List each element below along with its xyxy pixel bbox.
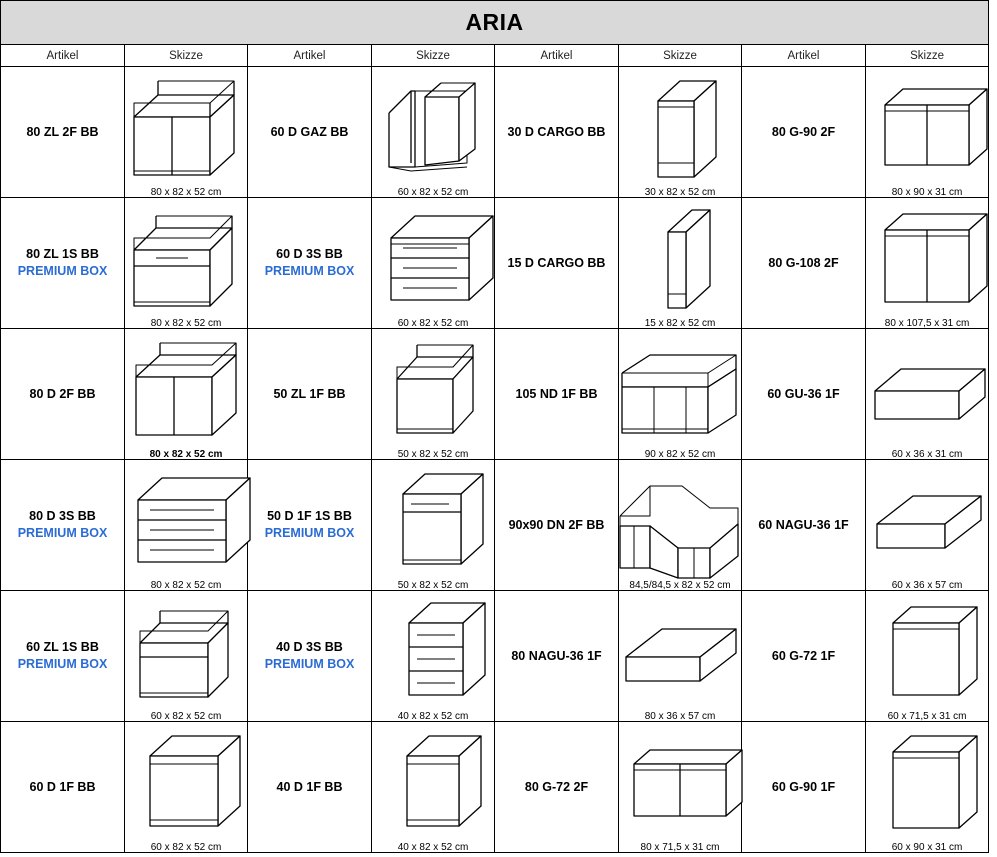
header-skizze-4: Skizze [866,45,989,67]
table-row [1,722,989,853]
sketch-cell [372,591,495,722]
article-code: 80 G-108 2F [768,255,839,270]
cabinet-drawing-cargo-narrow [619,67,741,187]
dimension-label: 30 x 82 x 52 cm [644,187,716,198]
dimension-label: 15 x 82 x 52 cm [644,318,716,329]
header-skizze-3: Skizze [619,45,742,67]
header-skizze-1: Skizze [125,45,248,67]
article-cell[interactable] [248,460,372,591]
article-cell[interactable] [742,198,866,329]
article-code: 30 D CARGO BB [507,124,606,139]
sketch-cell [125,591,248,722]
dimension-label: 40 x 82 x 52 cm [397,711,469,722]
cabinet-drawing-sink-1door [372,329,494,449]
dimension-label: 80 x 82 x 52 cm [150,187,222,198]
article-code: 80 NAGU-36 1F [511,648,602,663]
article-cell[interactable] [248,591,372,722]
dimension-label: 80 x 107,5 x 31 cm [884,318,970,329]
article-code: 80 ZL 2F BB [26,124,99,139]
article-code: 40 D 1F BB [276,779,343,794]
dimension-label: 50 x 82 x 52 cm [397,449,469,460]
header-artikel-3: Artikel [495,45,619,67]
cabinet-drawing-wall-1door-tall [866,722,988,842]
cabinet-drawing-cargo-slim [619,198,741,318]
sketch-cell [125,329,248,460]
sketch-cell [125,198,248,329]
table-row [1,198,989,329]
sketch-cell [866,722,989,853]
cabinet-drawing-drawers-3-narrow [372,591,494,711]
article-code: 60 D GAZ BB [270,124,349,139]
article-code: 90x90 DN 2F BB [508,517,605,532]
article-cell[interactable] [742,329,866,460]
table-row [1,460,989,591]
article-code: 50 D 1F 1S BB [267,509,352,524]
premium-box-label: PREMIUM BOX [17,526,108,540]
cabinet-drawing-base-2door-open [125,329,247,449]
dimension-label: 60 x 82 x 52 cm [150,842,222,853]
cabinet-drawing-corner-sink [619,329,741,449]
sketch-cell [866,329,989,460]
cabinet-drawing-base-1door-narrow [372,722,494,842]
dimension-label: 80 x 71,5 x 31 cm [640,842,720,853]
premium-box-label: PREMIUM BOX [17,657,108,671]
premium-box-label: PREMIUM BOX [264,526,355,540]
sketch-cell [125,460,248,591]
article-cell[interactable] [495,67,619,198]
header-artikel-4: Artikel [742,45,866,67]
article-code: 80 D 3S BB [29,509,96,524]
header-row [1,45,989,67]
cabinet-drawing-wall-box-low [866,329,988,449]
article-code: 60 GU-36 1F [767,386,840,401]
title-row [1,1,989,45]
sketch-cell [619,722,742,853]
article-cell[interactable] [742,591,866,722]
article-code: 80 G-72 2F [524,779,589,794]
dimension-label: 60 x 36 x 57 cm [891,580,963,591]
dimension-label: 80 x 82 x 52 cm [150,318,222,329]
article-code: 60 G-72 1F [771,648,836,663]
cabinet-drawing-drawers-3 [372,198,494,318]
article-code: 50 ZL 1F BB [273,386,346,401]
article-cell[interactable] [248,329,372,460]
sketch-cell [619,198,742,329]
article-code: 80 G-90 2F [771,124,836,139]
article-code: 40 D 3S BB [276,640,343,655]
header-artikel-1: Artikel [1,45,125,67]
cabinet-drawing-sink-1drawer-60 [125,591,247,711]
article-cell[interactable] [248,722,372,853]
cabinet-drawing-wall-1door [866,591,988,711]
cabinet-drawing-wall-2door-tall [866,198,988,318]
sketch-cell [866,67,989,198]
table-row [1,329,989,460]
dimension-label: 90 x 82 x 52 cm [644,449,716,460]
sketch-cell [619,460,742,591]
article-code: 80 ZL 1S BB [26,247,99,262]
cabinet-drawing-base-1door-1drawer [372,460,494,580]
article-cell[interactable] [495,722,619,853]
article-cell[interactable] [1,329,125,460]
article-cell[interactable] [248,198,372,329]
article-cell[interactable] [248,67,372,198]
dimension-label: 60 x 82 x 52 cm [397,187,469,198]
article-cell[interactable] [1,722,125,853]
dimension-label: 80 x 82 x 52 cm [149,449,223,460]
sketch-cell [619,591,742,722]
sketch-cell [372,67,495,198]
cabinet-drawing-sink-1drawer [125,198,247,318]
dimension-label: 80 x 82 x 52 cm [150,580,222,591]
dimension-label: 60 x 82 x 52 cm [397,318,469,329]
sketch-cell [125,67,248,198]
article-cell[interactable] [495,198,619,329]
cabinet-drawing-oven-cabinet [372,67,494,187]
article-cell[interactable] [742,67,866,198]
article-code: 60 ZL 1S BB [26,640,99,655]
cabinet-drawing-base-1door [125,722,247,842]
cabinet-drawing-corner-L [619,460,741,580]
sketch-cell [372,329,495,460]
sketch-cell [125,722,248,853]
header-artikel-2: Artikel [248,45,372,67]
article-cell[interactable] [742,722,866,853]
article-cell[interactable] [1,591,125,722]
sketch-cell [372,198,495,329]
sketch-cell [619,329,742,460]
article-cell[interactable] [1,67,125,198]
cabinet-drawing-wall-deep-box [866,460,988,580]
dimension-label: 40 x 82 x 52 cm [397,842,469,853]
cabinet-drawing-sink-open-2f [125,67,247,187]
header-skizze-2: Skizze [372,45,495,67]
article-code: 60 D 3S BB [276,247,343,262]
article-cell[interactable] [495,460,619,591]
dimension-label: 50 x 82 x 52 cm [397,580,469,591]
article-code: 105 ND 1F BB [515,386,598,401]
table-row [1,67,989,198]
article-code: 60 NAGU-36 1F [758,517,849,532]
dimension-label: 84,5/84,5 x 82 x 52 cm [629,580,731,591]
dimension-label: 80 x 90 x 31 cm [891,187,963,198]
sketch-cell [866,591,989,722]
sketch-cell [866,198,989,329]
dimension-label: 60 x 36 x 31 cm [891,449,963,460]
sketch-cell [372,722,495,853]
article-cell[interactable] [1,460,125,591]
premium-box-label: PREMIUM BOX [17,264,108,278]
sketch-cell [619,67,742,198]
premium-box-label: PREMIUM BOX [264,657,355,671]
sketch-cell [866,460,989,591]
article-code: 60 G-90 1F [771,779,836,794]
article-code: 80 D 2F BB [29,386,96,401]
dimension-label: 60 x 90 x 31 cm [891,842,963,853]
cabinet-drawing-drawers-3-wide [125,460,247,580]
table-row [1,591,989,722]
sketch-cell [372,460,495,591]
article-cell[interactable] [1,198,125,329]
dimension-label: 60 x 71,5 x 31 cm [887,711,967,722]
dimension-label: 60 x 82 x 52 cm [150,711,222,722]
article-cell[interactable] [495,329,619,460]
article-code: 15 D CARGO BB [507,255,606,270]
article-cell[interactable] [495,591,619,722]
page-title: ARIA [1,1,989,45]
premium-box-label: PREMIUM BOX [264,264,355,278]
cabinet-drawing-wall-2door [866,67,988,187]
article-cell[interactable] [742,460,866,591]
dimension-label: 80 x 36 x 57 cm [644,711,716,722]
cabinet-drawing-wall-deep-box-wide [619,591,741,711]
article-code: 60 D 1F BB [29,779,96,794]
cabinet-drawing-wall-2door-wide [619,722,741,842]
